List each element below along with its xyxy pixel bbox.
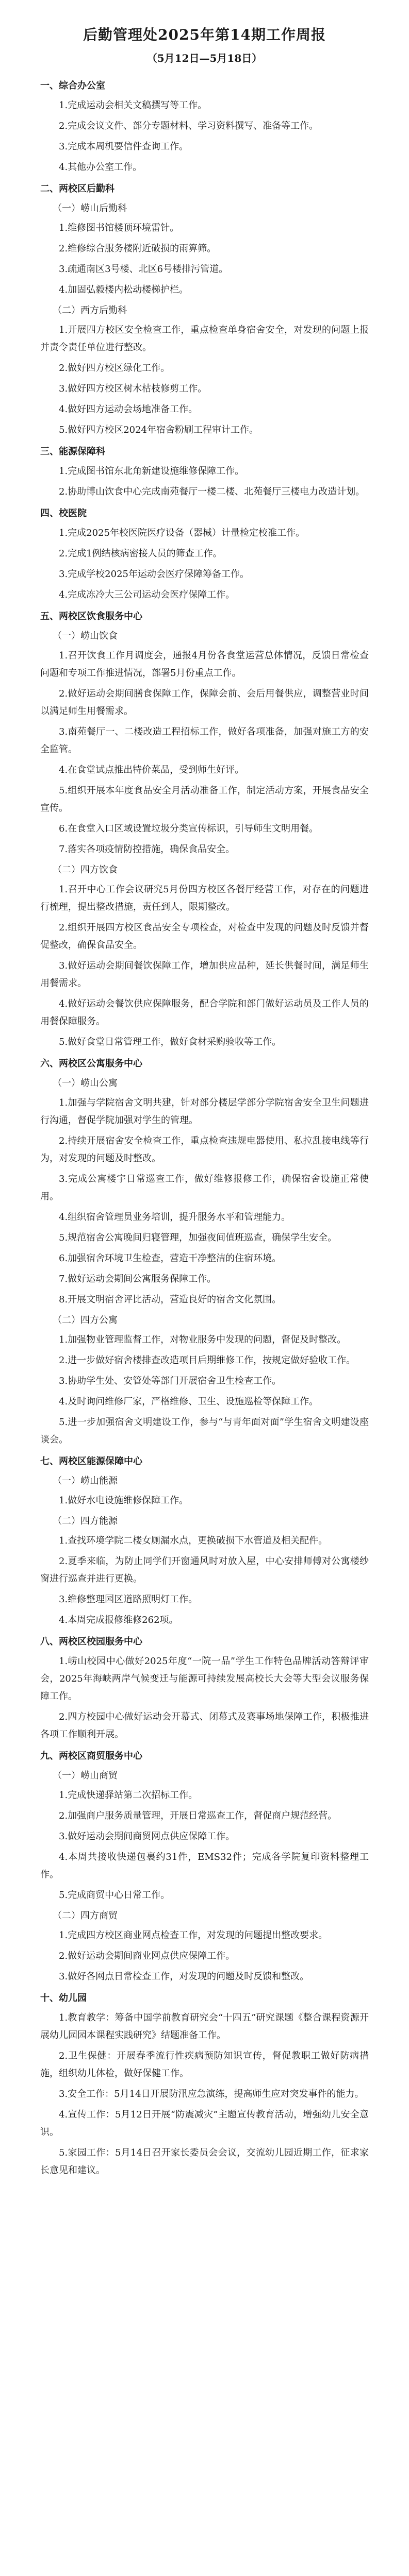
- work-item: 4.本周完成报修维修262项。: [59, 1615, 178, 1625]
- report-title: 后勤管理处2025年第14期工作周报: [83, 26, 326, 43]
- work-item: 4.加固弘毅楼内松动楼梯护栏。: [59, 284, 189, 295]
- work-item: 1.完成运动会相关文稿撰写等工作。: [59, 100, 207, 111]
- work-item: 4.在食堂试点推出特价菜品，受到师生好评。: [59, 765, 244, 775]
- work-item: 2.维修综合服务楼附近破损的雨箅筛。: [59, 243, 217, 254]
- subsection-heading: （一）崂山饮食: [53, 631, 118, 641]
- work-item: 5.进一步加强宿舍文明建设工作，参与“与青年面对面”学生宿舍文明建设座谈会。: [40, 1417, 369, 1445]
- work-item: 3.协助学生处、安管处等部门开展宿舍卫生检查工作。: [59, 1376, 282, 1386]
- report-section: [40, 1748, 369, 1986]
- section-heading: 十、幼儿园: [40, 1993, 87, 2004]
- section-heading: 三、能源保障科: [40, 446, 105, 457]
- work-item: 4.做好四方运动会场地准备工作。: [59, 404, 198, 415]
- work-item: 2.加强商户服务质量管理，开展日常巡查工作，督促商户规范经营。: [59, 1810, 337, 1821]
- section-heading: 二、两校区后勤科: [40, 183, 114, 194]
- section-heading: 一、综合办公室: [40, 80, 105, 91]
- report-section: [40, 608, 369, 1051]
- work-item: 3.做好四方校区树木枯枝修剪工作。: [59, 383, 207, 394]
- work-item: 3.完成公寓楼宇日常巡查工作，做好维修报修工作，确保宿舍设施正常使用。: [40, 1174, 369, 1202]
- work-item: 2.协助博山饮食中心完成南苑餐厅一楼二楼、北苑餐厅三楼电力改造计划。: [59, 486, 365, 497]
- work-item: 6.加强宿舍环境卫生检查，营造干净整洁的住宿环境。: [59, 1253, 282, 1264]
- work-item: 6.在食堂入口区域设置垃圾分类宣传标识，引导师生文明用餐。: [59, 823, 319, 834]
- report-date-range: （5月12日—5月18日）: [146, 52, 263, 64]
- section-heading: 八、两校区校园服务中心: [40, 1636, 142, 1647]
- work-item: 2.组织开展四方校区食品安全专项检查，对检查中发现的问题及时反馈并督促整改，确保食品安全。: [40, 922, 369, 951]
- work-item: 3.完成学校2025年运动会医疗保障筹备工作。: [59, 569, 249, 580]
- work-item: 1.完成2025年校医院医疗设备（器械）计量检定校准工作。: [59, 528, 305, 538]
- work-item: 2.四方校园中心做好运动会开幕式、闭幕式及赛事场地保障工作，积极推进各项工作顺利开展。: [40, 1711, 369, 1740]
- subsection-heading: （二）四方公寓: [53, 1315, 118, 1326]
- subsection-heading: （二）西方后勤科: [53, 305, 127, 316]
- work-item: 5.规范宿舍公寓晚间归寝管理，加强夜间值班巡查，确保学生安全。: [59, 1232, 337, 1243]
- section-heading: 四、校医院: [40, 508, 87, 519]
- work-item: 4.做好运动会餐饮供应保障服务，配合学院和部门做好运动员及工作人员的用餐保障服务。: [40, 998, 369, 1027]
- subsection-heading: （二）四方能源: [53, 1516, 118, 1527]
- subsection-heading: （一）崂山后勤科: [53, 203, 127, 214]
- work-item: 3.完成本周机要信件查询工作。: [59, 141, 189, 152]
- work-item: 1.召开饮食工作月调度会，通报4月份各食堂运营总体情况，反馈日常检查问题和专项工作推进情况，部署5月份重点工作。: [40, 650, 369, 679]
- work-item: 2.持续开展宿舍安全检查工作，重点检查违规电器使用、私拉乱接电线等行为，对发现的问题及时整改。: [40, 1136, 369, 1164]
- section-heading: 九、两校区商贸服务中心: [40, 1751, 142, 1761]
- work-item: 1.完成图书馆东北角新建设施维修保障工作。: [59, 466, 244, 477]
- section-heading: 七、两校区能源保障中心: [40, 1456, 142, 1467]
- report-body: [40, 77, 369, 2179]
- work-item: 5.完成商贸中心日常工作。: [59, 1890, 170, 1901]
- work-item: 4.本周共接收快递包裹约31件，EMS32件；完成各学院复印资料整理工作。: [40, 1852, 369, 1880]
- report-section: [40, 1990, 369, 2179]
- work-item: 2.完成会议文件、部分专题材料、学习资料撰写、准备等工作。: [59, 121, 319, 131]
- work-item: 1.维修图书馆楼顶环境雷针。: [59, 223, 179, 233]
- work-item: 5.做好食堂日常管理工作，做好食材采购验收等工作。: [59, 1037, 282, 1047]
- report-section: [40, 180, 369, 439]
- work-item: 2.夏季来临，为防止同学们开窗通风时对放入屋，中心安排师傅对公寓楼纱窗进行巡查并进行更换。: [40, 1556, 369, 1584]
- work-item: 3.维修整理园区道路照明灯工作。: [59, 1594, 198, 1605]
- work-item: 2.完成1例结核病密接人员的筛查工作。: [59, 548, 222, 559]
- report-section: [40, 1633, 369, 1743]
- work-item: 5.做好四方校区2024年宿舍粉刷工程审计工作。: [59, 425, 258, 435]
- work-item: 5.家园工作：5月14日召开家长委员会会议，交流幼儿园近期工作，征求家长意见和建议。: [40, 2147, 369, 2176]
- subsection-heading: （一）崂山能源: [53, 1476, 118, 1486]
- work-item: 7.落实各项疫情防控措施，确保食品安全。: [59, 844, 235, 855]
- subsection-heading: （一）崂山公寓: [53, 1078, 118, 1089]
- work-item: 7.做好运动会期间公寓服务保障工作。: [59, 1274, 217, 1284]
- work-item: 1.查找环境学院二楼女厕漏水点，更换破损下水管道及相关配件。: [59, 1535, 328, 1546]
- work-item: 3.做好各网点日常检查工作，对发现的问题及时反馈和整改。: [59, 1971, 309, 1982]
- section-heading: 六、两校区公寓服务中心: [40, 1058, 142, 1069]
- work-item: 2.进一步做好宿舍楼排查改造项目后期维修工作，按规定做好验收工作。: [59, 1355, 356, 1366]
- work-item: 1.做好水电设施维修保障工作。: [59, 1495, 189, 1506]
- work-item: 4.及时询问维修厂家，严格维修、卫生、设施巡检等保障工作。: [59, 1396, 319, 1407]
- work-item: 4.组织宿舍管理员业务培训，提升服务水平和管理能力。: [59, 1212, 291, 1223]
- work-item: 1.崂山校园中心做好2025年度“一院一品”学生工作特色品牌活动答辩评审会，2025年海峡两岸气候变迁与能源可持续发展高校长大会等大型会议服务保障工作。: [40, 1656, 369, 1702]
- work-item: 2.卫生保健：开展春季流行性疾病预防知识宣传，督促教职工做好防病措施，组织幼儿体检，做好保健工作。: [40, 2050, 369, 2079]
- work-item: 2.做好四方校区绿化工作。: [59, 363, 170, 374]
- work-item: 4.宣传工作：5月12日开展“防震减灾”主题宣传教育活动，增强幼儿安全意识。: [40, 2109, 369, 2138]
- work-item: 2.做好运动会期间膳食保障工作，保障会前、会后用餐供应，调整营业时间以满足师生用餐需求。: [40, 688, 369, 717]
- subsection-heading: （二）四方饮食: [53, 865, 118, 875]
- work-item: 4.其他办公室工作。: [59, 162, 142, 173]
- report-section: [40, 443, 369, 501]
- report-section: [40, 505, 369, 604]
- subsection-heading: （二）四方商贸: [53, 1910, 118, 1921]
- work-item: 3.疏通南区3号楼、北区6号楼排污管道。: [59, 264, 228, 275]
- work-item: 1.完成四方校区商业网点检查工作，对发现的问题提出整改要求。: [59, 1930, 328, 1941]
- report-section: [40, 1055, 369, 1449]
- work-item: 3.南苑餐厅一、二楼改造工程招标工作，做好各项准备，加强对施工方的安全监管。: [40, 726, 369, 755]
- work-item: 1.加强与学院宿舍文明共建，针对部分楼层学部分学院宿舍安全卫生问题进行沟通，督促学院加强对学生的管理。: [40, 1097, 369, 1126]
- work-item: 8.开展文明宿舍评比活动，营造良好的宿舍文化氛围。: [59, 1294, 282, 1305]
- work-item: 1.召开中心工作会议研究5月份四方校区各餐厅经营工作，对存在的问题进行梳理，提出整改措施，责任到人，限期整改。: [40, 884, 369, 912]
- work-item: 3.做好运动会期间餐饮保障工作，增加供应品种，延长供餐时间，满足师生用餐需求。: [40, 960, 369, 989]
- work-item: 3.做好运动会期间商贸网点供应保障工作。: [59, 1831, 235, 1842]
- work-item: 1.完成快递驿站第二次招标工作。: [59, 1790, 198, 1801]
- work-item: 4.完成冻冷大三公司运动会医疗保障工作。: [59, 589, 235, 600]
- work-item: 1.加强物业管理监督工作，对物业服务中发现的问题，督促及时整改。: [59, 1334, 347, 1345]
- work-item: 2.做好运动会期间商业网点供应保障工作。: [59, 1951, 235, 1961]
- work-item: 5.组织开展本年度食品安全月活动准备工作，制定活动方案，开展食品安全宣传。: [40, 785, 369, 814]
- work-item: 1.教育教学：筹备中国学前教育研究会“十四五”研究课题《整合课程资源开展幼儿园园本课程实践研究》结题准备工作。: [40, 2012, 369, 2041]
- report-section: [40, 77, 369, 176]
- work-item: 1.开展四方校区安全检查工作，重点检查单身宿舍安全，对发现的问题上报并责令责任单位进行整改。: [40, 325, 369, 353]
- work-item: 3.安全工作：5月14日开展防汛应急演练，提高师生应对突发事件的能力。: [59, 2089, 364, 2099]
- subsection-heading: （一）崂山商贸: [53, 1770, 118, 1781]
- report-section: [40, 1453, 369, 1629]
- section-heading: 五、两校区饮食服务中心: [40, 611, 142, 622]
